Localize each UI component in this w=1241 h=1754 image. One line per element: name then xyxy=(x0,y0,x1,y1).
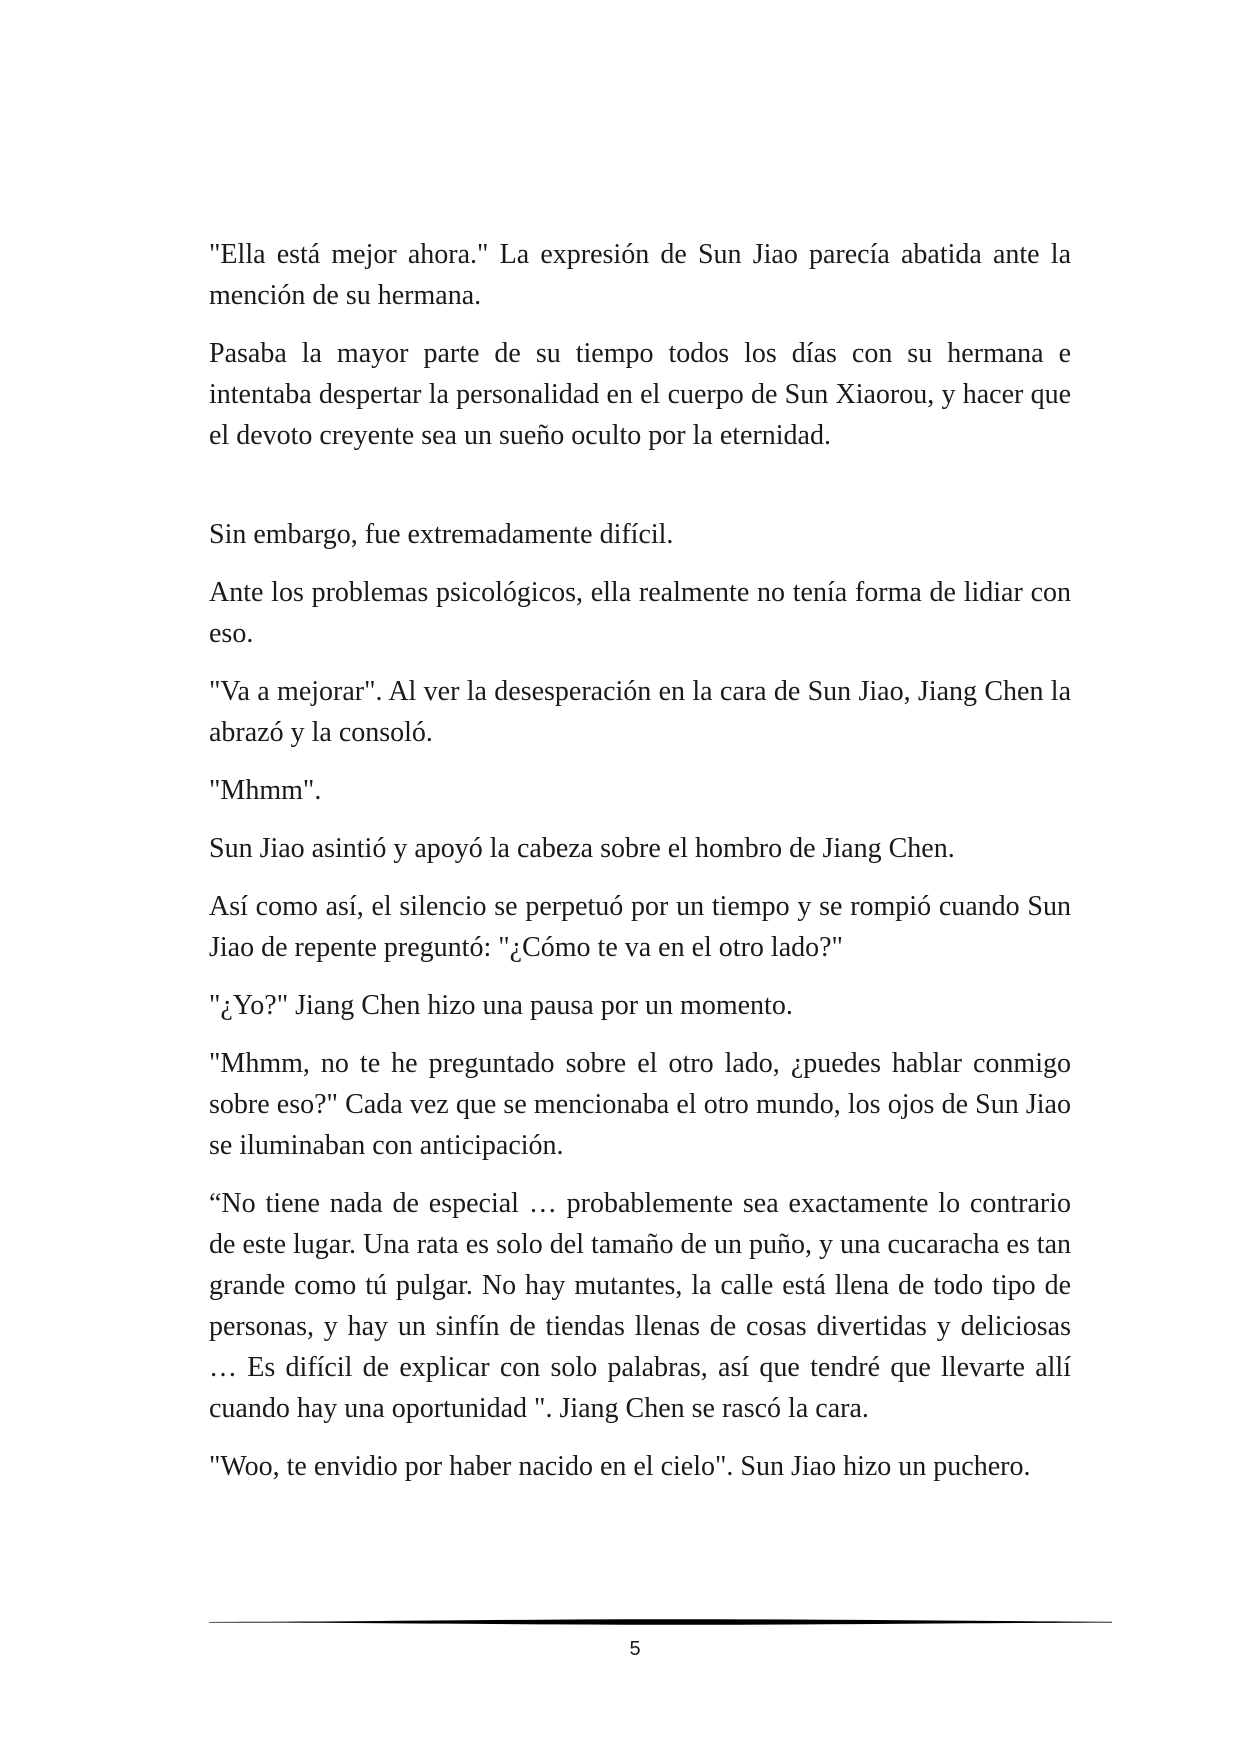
footer-rule xyxy=(209,1618,1112,1626)
paragraph: “No tiene nada de especial … probablemente sea exactamente lo contrario de este lugar. Una rata es solo del tamaño de un puño, y una cucaracha es tan grande como tú pulgar. No hay mutantes, la calle está llena de todo tipo de personas, y hay un sinfín de tiendas llenas de cosas divertidas y deliciosas … Es difícil de explicar con solo palabras, así que tendré que llevarte allí cuando hay una oportunidad ". Jiang Chen se rascó la cara. xyxy=(209,1188,1071,1424)
paragraph: "Mhmm, no te he preguntado sobre el otro lado, ¿puedes hablar conmigo sobre eso?" Cada vez que se mencionaba el otro mundo, los ojos de Sun Jiao se iluminaban con anticipación. xyxy=(209,1048,1071,1161)
paragraph: "Mhmm". xyxy=(209,775,322,806)
paragraph: Sun Jiao asintió y apoyó la cabeza sobre el hombro de Jiang Chen. xyxy=(209,833,955,864)
paragraph: Pasaba la mayor parte de su tiempo todos los días con su hermana e intentaba despertar la personalidad en el cuerpo de Sun Xiaorou, y hacer que el devoto creyente sea un sueño oculto por la eternidad. xyxy=(209,338,1071,451)
body-text xyxy=(209,234,1071,1504)
footer-rule-line xyxy=(209,1619,1112,1625)
paragraph: Así como así, el silencio se perpetuó por un tiempo y se rompió cuando Sun Jiao de repente preguntó: "¿Cómo te va en el otro lado?" xyxy=(209,891,1071,963)
paragraph: "Va a mejorar". Al ver la desesperación en la cara de Sun Jiao, Jiang Chen la abrazó y la consoló. xyxy=(209,676,1071,748)
paragraph: "Woo, te envidio por haber nacido en el cielo". Sun Jiao hizo un puchero. xyxy=(209,1451,1031,1482)
paragraph: "¿Yo?" Jiang Chen hizo una pausa por un momento. xyxy=(209,990,793,1021)
paragraph: "Ella está mejor ahora." La expresión de Sun Jiao parecía abatida ante la mención de su hermana. xyxy=(209,239,1071,311)
paragraph: Ante los problemas psicológicos, ella realmente no tenía forma de lidiar con eso. xyxy=(209,577,1071,649)
page-number: 5 xyxy=(629,1638,641,1660)
paragraph: Sin embargo, fue extremadamente difícil. xyxy=(209,519,674,550)
